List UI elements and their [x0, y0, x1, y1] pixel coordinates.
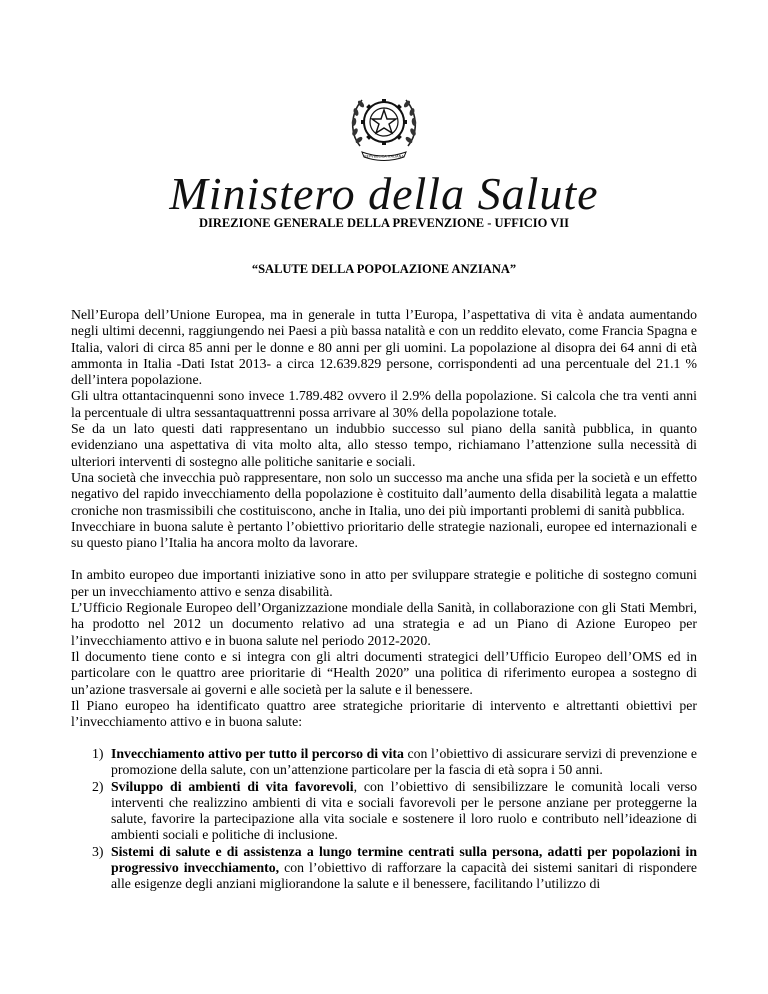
list-item-title: Invecchiamento attivo per tutto il percorso di vita	[111, 746, 404, 761]
document-title: “SALUTE DELLA POPOLAZIONE ANZIANA”	[251, 262, 517, 276]
list-item	[71, 844, 697, 893]
list-item-text: con l’obiettivo di rafforzare la capacità dei sistemi sanitari di rispondere alle esigenze degli anziani migliorandone la salute e il benessere, facilitando l’utilizzo di	[111, 860, 697, 892]
paragraph: L’Ufficio Regionale Europeo dell’Organizzazione mondiale della Sanità, in collaborazione con gli Stati Membri, ha prodotto nel 2012 un documento relativo ad una strategia e ad un Piano di Azione Europeo per l’invecchiamento attivo e in buona salute nel periodo 2012-2020.	[71, 600, 697, 648]
list-item-text: , con l’obiettivo di sensibilizzare le comunità locali verso interventi che realizzino ambienti di vita e sociali favorevoli per le persone anziane per proteggerne la salute, favorire la partecipazione alla vita sociale e sostenere il loro ruolo e contributo nell’ideazione di ambienti sociali e politiche di inclusione.	[111, 778, 697, 843]
list-item-title: Sviluppo di ambienti di vita favorevoli	[111, 778, 354, 794]
list-item-title: Sistemi di salute e di assistenza a lungo termine centrati sulla persona, adatti per popolazioni in progressivo invecchiamento,	[111, 843, 697, 876]
paragraph: Invecchiare in buona salute è pertanto l’obiettivo prioritario delle strategie nazionali, europee ed internazionali e su questo piano l’Italia ha ancora molto da lavorare.	[71, 518, 697, 551]
list-item	[71, 746, 697, 779]
paragraph: Nell’Europa dell’Unione Europea, ma in generale in tutta l’Europa, l’aspettativa di vita è andata aumentando negli ultimi decenni, raggiungendo nei Paesi a più bassa natalità e con un reddito elevato, come Francia Spagna e Italia, valori di circa 85 anni per le donne e 80 anni per gli uomini. La popolazione al disopra dei 64 anni di età ammonta in Italia -Dati Istat 2013- a circa 12.639.829 persone, corrispondenti ad una percentuale del 21.1 % dell’intera popolazione.	[71, 307, 697, 388]
paragraph: Una società che invecchia può rappresentare, non solo un successo ma anche una sfida per la società e un effetto negativo del rapido invecchiamento della popolazione è costituito dall’aumento della disabilità legata a malattie croniche non trasmissibili che costituiscono, anche in Italia, uno dei più importanti problemi di sanità pubblica.	[71, 469, 697, 518]
paragraph: In ambito europeo due importanti iniziative sono in atto per sviluppare strategie e politiche di sostegno comuni per un invecchiamento attivo e senza disabilità.	[71, 567, 697, 599]
emblem-ribbon-text: REPVBBLICA ITALIANA	[364, 154, 404, 159]
emblem-icon	[344, 84, 424, 164]
list-item-number: 2)	[92, 778, 104, 794]
paragraph: Il documento tiene conto e si integra con gli altri documenti strategici dell’Ufficio Europeo dell’OMS ed in particolare con le quattro aree prioritarie di “Health 2020” una politica di riferimento europea a sostegno di un’azione trasversale ai governi e alle società per la salute e il benessere.	[71, 648, 697, 697]
priority-areas-list	[71, 746, 697, 893]
list-item-text: con l’obiettivo di assicurare servizi di prevenzione e promozione della salute, con un’attenzione particolare per la fascia di età sopra i 50 anni.	[111, 746, 697, 778]
paragraph: Se da un lato questi dati rappresentano un indubbio successo sul piano della sanità pubblica, in quanto evidenziano una aspettativa di vita molto alta, allo stesso tempo, richiamano l’attenzione sulla necessità di ulteriori interventi di sostegno alle politiche sanitarie e sociali.	[71, 421, 697, 469]
paragraph: Gli ultra ottantacinquenni sono invece 1.789.482 ovvero il 2.9% della popolazione. Si calcola che tra venti anni la percentuale di ultra sessantaquattrenni possa arrivare al 30% della popolazione totale.	[71, 388, 697, 420]
ministry-name: Ministero della Salute	[169, 168, 599, 219]
document-body	[71, 307, 697, 730]
department-heading: DIREZIONE GENERALE DELLA PREVENZIONE - UFFICIO VII	[199, 216, 569, 230]
list-item-number: 3)	[92, 843, 104, 859]
paragraph: Il Piano europeo ha identificato quattro aree strategiche prioritarie di intervento e altrettanti obiettivi per l’invecchiamento attivo e in buona salute:	[71, 697, 697, 730]
list-item	[71, 779, 697, 844]
list-item-number: 1)	[92, 746, 104, 761]
